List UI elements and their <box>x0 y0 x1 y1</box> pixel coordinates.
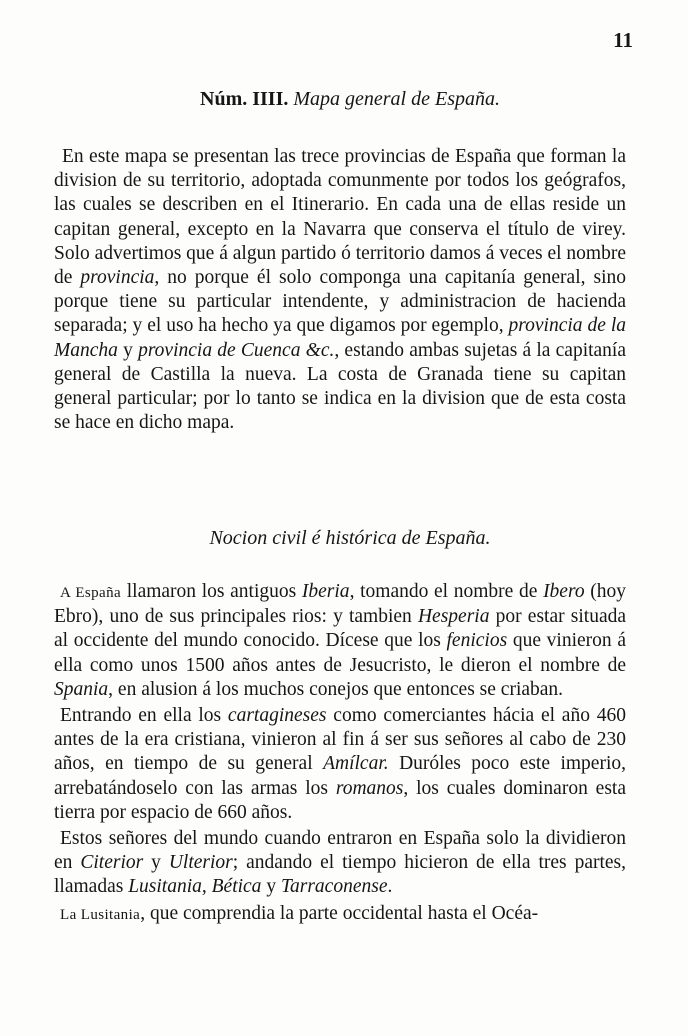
italic-run: Spania <box>54 678 109 700</box>
italic-run: Hesperia <box>417 606 490 628</box>
text-run: , no porque él solo componga una capitanía general, sino porque tiene su particular intendente, y administracion de hacienda separada; y el uso ha hecho ya que digamos por egemplo, <box>54 267 626 337</box>
text-run: , en alusion á los muchos conejos que entonces se criaban. <box>108 678 564 700</box>
small-caps-run: A España <box>60 585 122 601</box>
text-run: que vinieron á ella como unos 1500 años antes de Jesucristo, le dieron el nombre de <box>54 630 626 676</box>
text-run: y <box>143 852 169 874</box>
text-block-history <box>54 580 626 927</box>
text-run: por estar situada al occidente del mundo conocido. Dícese que los <box>54 606 627 652</box>
italic-run: Tarraconense <box>280 876 388 898</box>
italic-run: fenicios <box>446 630 508 652</box>
text-run: y <box>261 876 281 898</box>
italic-run: cartagineses <box>227 705 327 727</box>
section-title: Mapa general de España. <box>293 88 500 110</box>
italic-run: Iberia <box>301 581 350 602</box>
italic-run: Lusitania <box>128 876 202 898</box>
text-run: y <box>117 339 139 361</box>
italic-run: Ibero <box>543 581 585 602</box>
text-run: como comerciantes hácia el año 460 antes de la era cristiana, vinieron al fin á ser sus señores al cabo de 230 años, en tiempo de su general <box>54 705 626 775</box>
section-heading <box>40 88 660 111</box>
italic-run: provincia de la Mancha <box>54 315 626 361</box>
italic-run: Bética <box>211 876 262 898</box>
italic-run: romanos <box>335 777 404 799</box>
paragraph <box>54 827 626 900</box>
italic-run: Amílcar. <box>323 753 389 775</box>
text-run: , <box>201 876 212 898</box>
italic-run: Citerior <box>80 852 144 874</box>
section-heading <box>40 527 660 550</box>
text-block-map-description <box>54 145 626 435</box>
section-title: Nocion civil é histórica de España. <box>209 527 491 549</box>
text-run: Duróles poco este imperio, arrebatándoselo con las armas los <box>54 753 626 799</box>
paragraph <box>54 145 626 435</box>
paragraph <box>54 580 626 702</box>
text-run: , que comprendia la parte occidental hasta el Océa- <box>140 902 539 924</box>
text-run: ; andando el tiempo hicieron de ella tres partes, llamadas <box>54 852 627 898</box>
text-run: Estos señores del mundo cuando entraron en España solo la dividieron en <box>54 828 626 874</box>
text-run: En este mapa se presentan las trece provincias de España que forman la division de su territorio, adoptada comunmente por todos los geógrafos, las cuales se describen en el Itinerario. En cada una de ellas reside un capitan general, excepto en la Navarra que conserva el título de virey. Solo advertimos que á algun partido ó territorio damos á veces el nombre de <box>54 146 626 289</box>
italic-run: Ulterior <box>168 852 233 874</box>
text-run: , tomando el nombre de <box>349 581 544 602</box>
text-run: , estando ambas sujetas á la capitanía general de Castilla la nueva. La costa de Granada tiene su capitan general particular; por lo tanto se indica en la division que de esta costa se hace en dicho mapa. <box>54 339 627 434</box>
section-number: Núm. IIII. <box>200 88 289 110</box>
text-run: llamaron los antiguos <box>121 581 302 602</box>
small-caps-run: La Lusitania <box>60 906 141 923</box>
italic-run: provincia de Cuenca &c. <box>138 339 335 361</box>
paragraph <box>54 902 626 927</box>
text-run: Entrando en ella los <box>60 705 228 727</box>
paragraph <box>54 704 626 825</box>
text-run: . <box>387 876 393 898</box>
text-run: , los cuales dominaron esta tierra por espacio de 660 años. <box>54 777 626 823</box>
italic-run: provincia <box>80 267 155 289</box>
text-run: (hoy Ebro), uno de sus principales rios: y tambien <box>54 581 626 628</box>
page-number: 11 <box>613 28 633 52</box>
